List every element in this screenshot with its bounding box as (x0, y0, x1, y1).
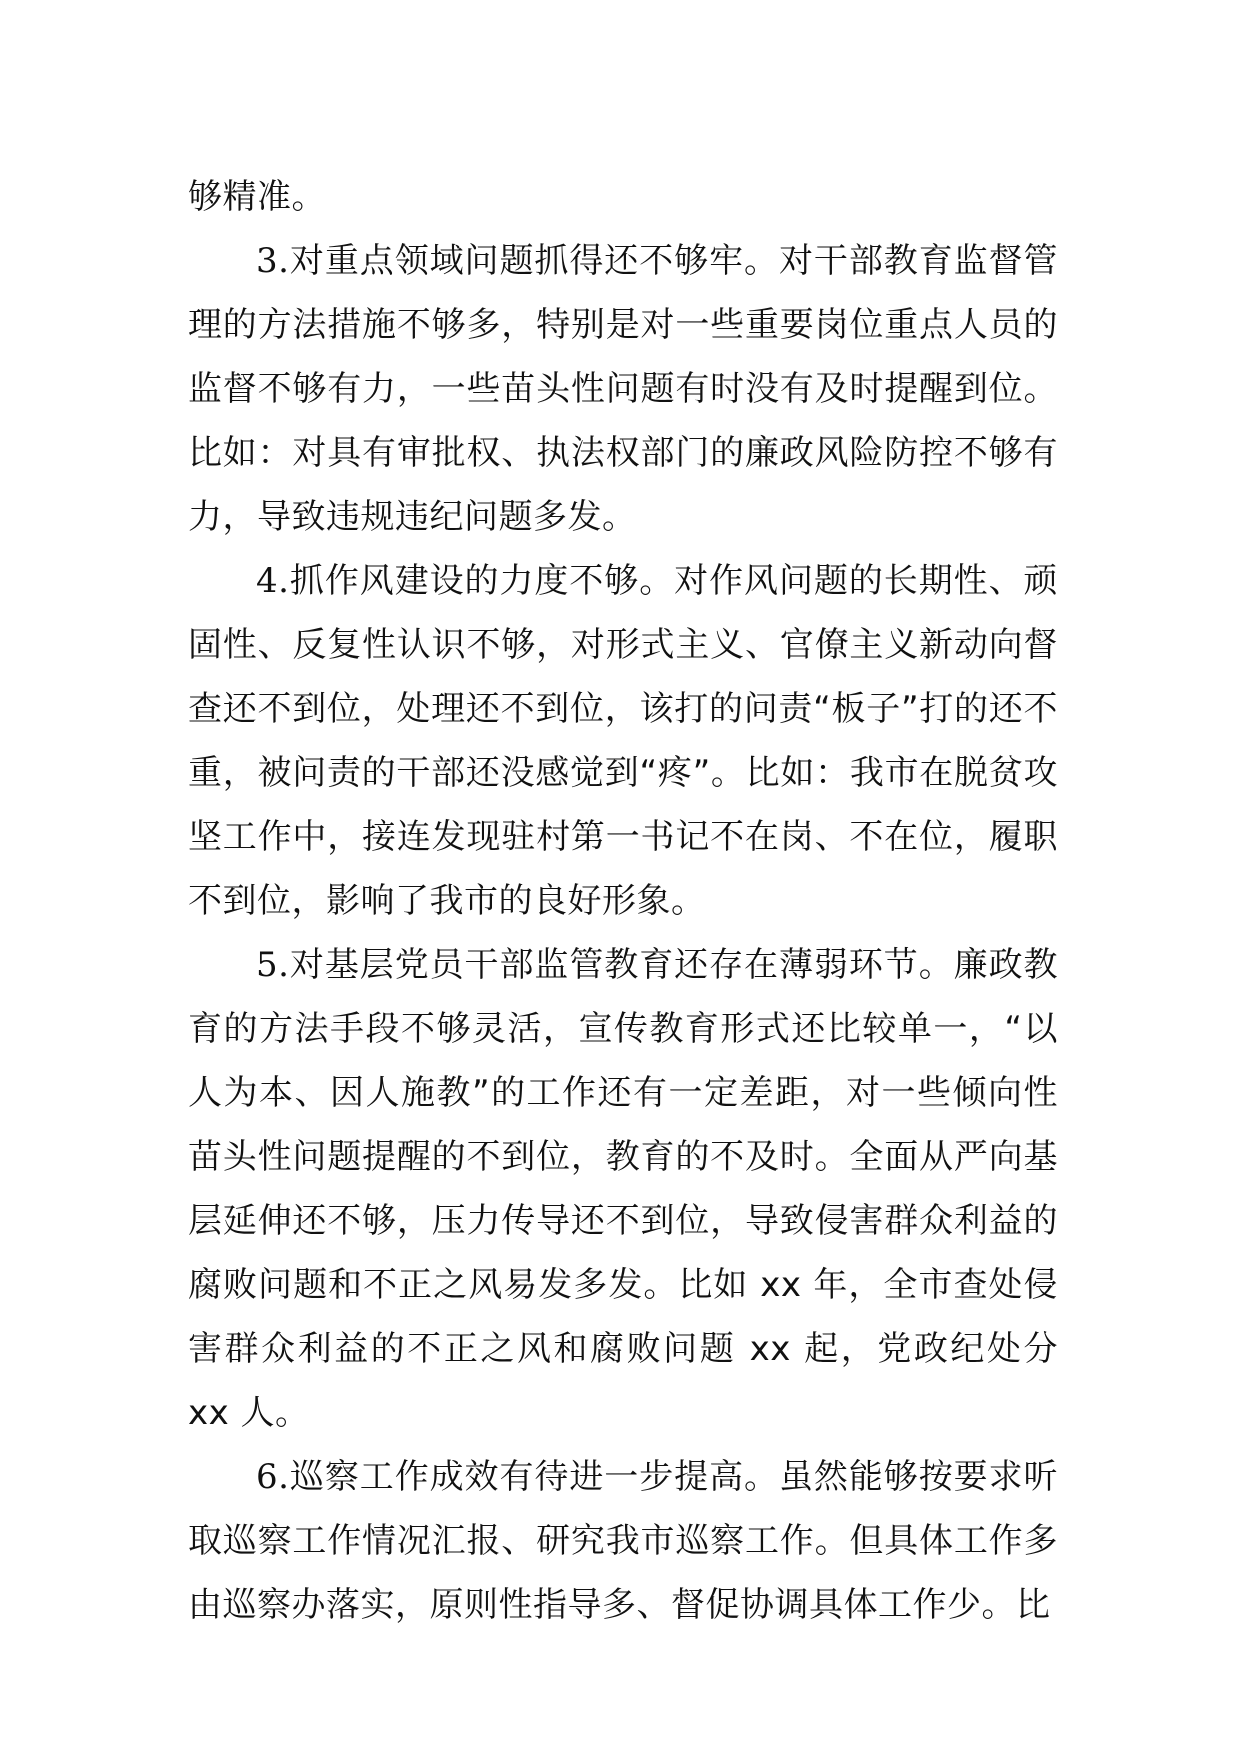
paragraph-3-number: 4. (256, 561, 290, 601)
paragraph-5-text: 巡察工作成效有待进一步提高。虽然能够按要求听取巡察工作情况汇报、研究我市巡察工作。但具体工作多由巡察办落实，原则性指导多、督促协调具体工作少。比 (188, 1457, 1058, 1625)
paragraph-3 (188, 549, 1058, 933)
paragraph-2-text: 对重点领域问题抓得还不够牢。对干部教育监督管理的方法措施不够多，特别是对一些重要岗位重点人员的监督不够有力，一些苗头性问题有时没有及时提醒到位。比如：对具有审批权、执法权部门的廉政风险防控不够有力，导致违规违纪问题多发。 (188, 241, 1058, 537)
paragraph-4-text: 对基层党员干部监管教育还存在薄弱环节。廉政教育的方法手段不够灵活，宣传教育形式还比较单一，“以人为本、因人施教”的工作还有一定差距，对一些倾向性苗头性问题提醒的不到位，教育的不及时。全面从严向基层延伸还不够，压力传导还不到位，导致侵害群众利益的腐败问题和不正之风易发多发。比如 xx 年，全市查处侵害群众利益的不正之风和腐败问题 xx 起，党政纪处分 xx 人。 (188, 945, 1058, 1433)
paragraph-4 (188, 933, 1058, 1445)
paragraph-2 (188, 229, 1058, 549)
paragraph-5 (188, 1445, 1058, 1637)
paragraph-5-number: 6. (256, 1457, 290, 1497)
paragraph-4-number: 5. (256, 945, 290, 985)
paragraph-2-number: 3. (256, 241, 290, 281)
document-body (188, 165, 1058, 1637)
paragraph-1-text: 够精准。 (188, 177, 326, 217)
paragraph-3-text: 抓作风建设的力度不够。对作风问题的长期性、顽固性、反复性认识不够，对形式主义、官僚主义新动向督查还不到位，处理还不到位，该打的问责“板子”打的还不重，被问责的干部还没感觉到“疼”。比如：我市在脱贫攻坚工作中，接连发现驻村第一书记不在岗、不在位，履职不到位，影响了我市的良好形象。 (188, 561, 1058, 921)
paragraph-1 (188, 165, 1058, 229)
